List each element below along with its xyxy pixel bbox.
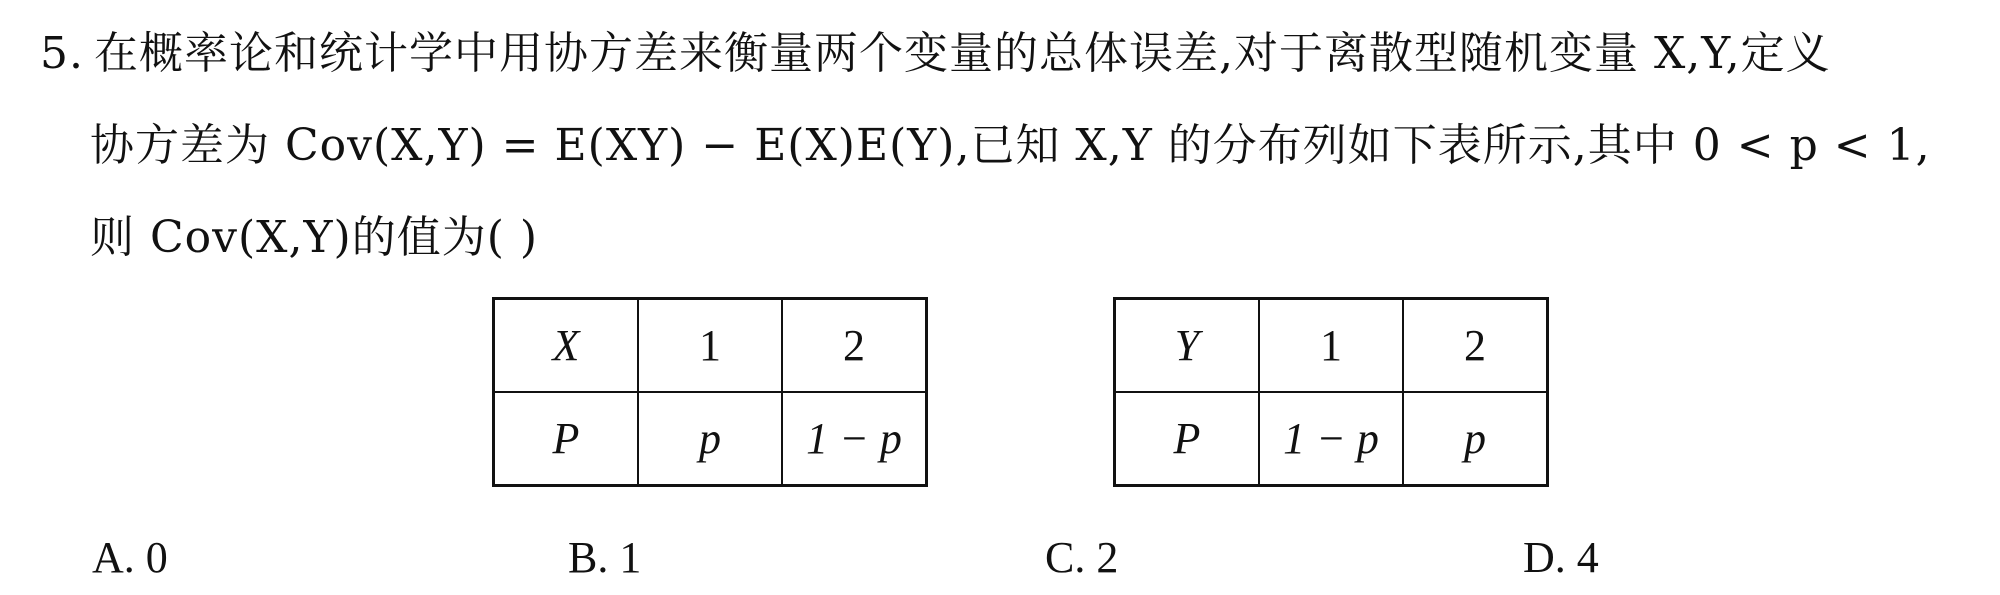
question-line-3: 则 Cov(X,Y)的值为( ) — [90, 212, 539, 263]
table-x-prob-1: p — [638, 392, 782, 486]
question-number: 5. — [40, 28, 84, 79]
table-y-prob-label: P — [1115, 392, 1260, 486]
table-x-var-label: X — [494, 299, 639, 393]
table-x-prob-row — [494, 392, 927, 486]
choice-b: B. 1 — [568, 533, 642, 582]
choice-c: C. 2 — [1045, 533, 1119, 582]
table-x-header-row — [494, 299, 927, 393]
question-text-line-1: 在概率论和统计学中用协方差来衡量两个变量的总体误差,对于离散型随机变量 X,Y,定义 — [93, 28, 1831, 79]
distribution-table-x — [492, 297, 928, 487]
choice-a: A. 0 — [92, 533, 168, 582]
table-x-prob-2: 1 − p — [782, 392, 927, 486]
question-line-2: 协方差为 Cov(X,Y) = E(XY) − E(X)E(Y),已知 X,Y 的分布列如下表所示,其中 0 < p < 1, — [90, 120, 1931, 171]
distribution-table-y — [1113, 297, 1549, 487]
question-line-1 — [40, 26, 1831, 82]
table-y-prob-row — [1115, 392, 1548, 486]
table-y-value-2: 2 — [1403, 299, 1548, 393]
table-y-prob-1: 1 − p — [1259, 392, 1403, 486]
table-y-var-label: Y — [1115, 299, 1260, 393]
table-y-header-row — [1115, 299, 1548, 393]
table-y-prob-2: p — [1403, 392, 1548, 486]
table-y-value-1: 1 — [1259, 299, 1403, 393]
table-x-value-2: 2 — [782, 299, 927, 393]
table-x-value-1: 1 — [638, 299, 782, 393]
table-x-prob-label: P — [494, 392, 639, 486]
choice-d: D. 4 — [1523, 533, 1599, 582]
